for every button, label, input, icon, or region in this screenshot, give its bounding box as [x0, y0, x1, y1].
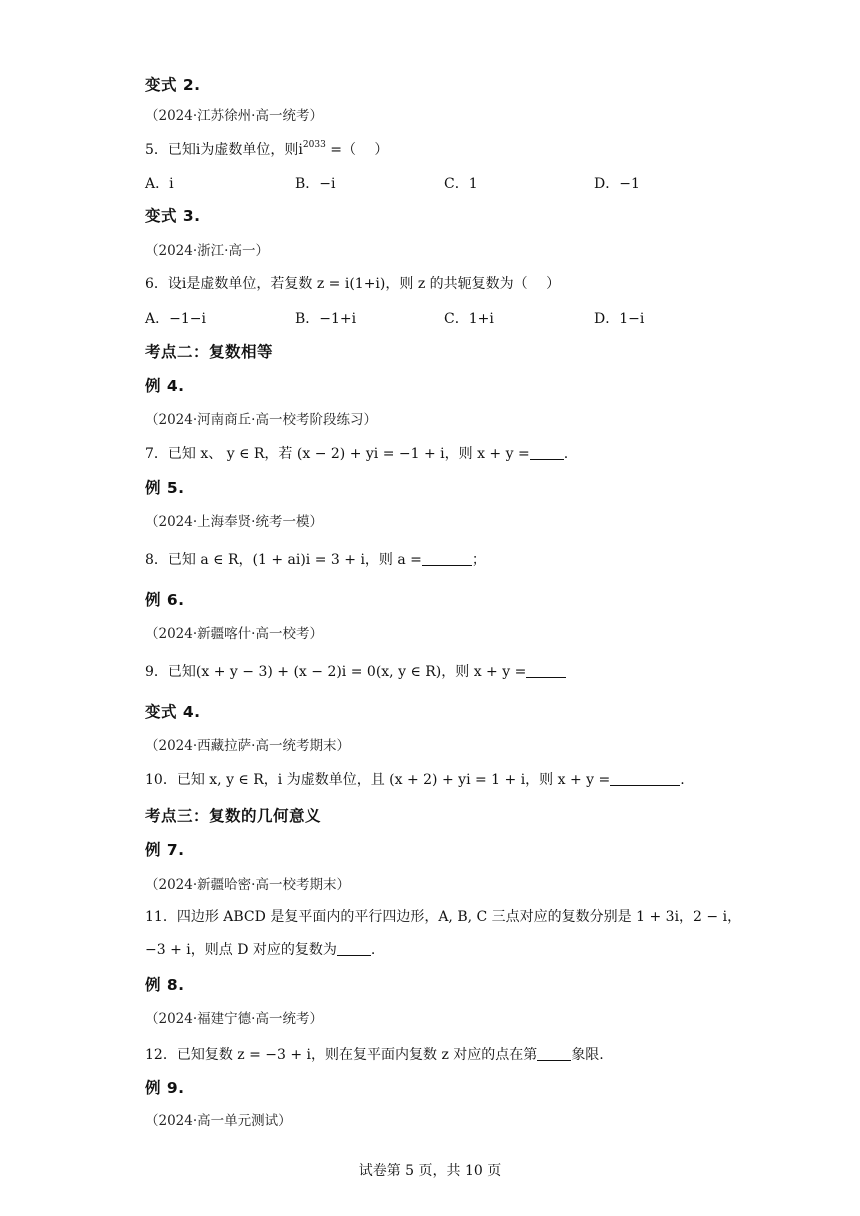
option-c: C．1: [444, 176, 478, 192]
question-source: （2024·河南商丘·高一校考阶段练习）: [145, 412, 377, 428]
answer-blank[interactable]: [530, 446, 564, 460]
answer-blank[interactable]: [526, 664, 566, 678]
option-c: C．1+i: [444, 311, 494, 327]
question-text: [145, 550, 486, 570]
question-tail: .: [563, 446, 569, 462]
section-heading: 变式 4.: [145, 703, 201, 721]
question-source: （2024·浙江·高一）: [145, 243, 269, 259]
section-heading: 例 7.: [145, 841, 185, 859]
question-stem: ．已知(x + y − 3) + (x − 2)i = 0(x, y ∈ R)，则 x + y =: [153, 664, 527, 680]
question-number: 11: [145, 909, 163, 925]
question-stem: ．已知 x, y ∈ R，i 为虚数单位，且 (x + 2) + yi = 1 + i，则 x + y =: [162, 772, 611, 788]
question-text: [145, 1045, 604, 1065]
option-b: B．−i: [295, 176, 336, 192]
section-heading: 例 9.: [145, 1079, 185, 1097]
option-a: A．i: [145, 176, 174, 192]
answer-blank[interactable]: [337, 942, 371, 956]
question-number: 12: [145, 1047, 163, 1063]
question-stem-end: =（ ）: [325, 142, 389, 158]
question-stem: ．已知 a ∈ R，(1 + ai)i = 3 + i，则 a =: [153, 552, 422, 568]
question-continuation: [145, 940, 375, 960]
section-heading: 例 6.: [145, 591, 185, 609]
section-heading: 考点三：复数的几何意义: [145, 807, 322, 825]
question-number: 8: [145, 552, 154, 568]
question-tail: ；: [471, 552, 486, 568]
question-text: [145, 907, 741, 927]
answer-blank[interactable]: [610, 772, 680, 786]
question-stem: ．已知复数 z = −3 + i，则在复平面内复数 z 对应的点在第: [162, 1047, 538, 1063]
option-d: D．−1: [594, 176, 640, 192]
question-stem: ．设i是虚数单位，若复数 z = i(1+i)，则 z 的共轭复数为（ ）: [153, 276, 561, 292]
section-heading: 例 4.: [145, 377, 185, 395]
answer-blank[interactable]: [537, 1047, 571, 1061]
question-number: 5: [145, 142, 154, 158]
question-number: 6: [145, 276, 154, 292]
question-tail: .: [680, 772, 685, 788]
question-text: [145, 662, 566, 682]
question-stem: −3 + i，则点 D 对应的复数为: [145, 942, 337, 958]
question-source: （2024·新疆哈密·高一校考期末）: [145, 877, 350, 893]
question-stem: ．已知i为虚数单位，则i: [153, 142, 303, 158]
question-number: 7: [145, 446, 154, 462]
question-source: （2024·江苏徐州·高一统考）: [145, 108, 323, 124]
answer-blank[interactable]: [422, 552, 472, 566]
question-text: [145, 770, 685, 790]
question-text: [145, 140, 388, 160]
question-source: （2024·西藏拉萨·高一统考期末）: [145, 738, 350, 754]
question-stem: ．已知 x、 y ∈ R，若 (x − 2) + yi = −1 + i，则 x + y =: [153, 446, 530, 462]
question-number: 10: [145, 772, 163, 788]
question-source: （2024·高一单元测试）: [145, 1113, 292, 1129]
question-source: （2024·福建宁德·高一统考）: [145, 1011, 323, 1027]
section-heading: 例 8.: [145, 976, 185, 994]
option-b: B．−1+i: [295, 311, 357, 327]
question-number: 9: [145, 664, 154, 680]
question-tail: 象限.: [571, 1047, 604, 1063]
question-tail: .: [370, 942, 376, 958]
page-footer: 试卷第 5 页，共 10 页: [358, 1163, 502, 1179]
question-stem: ．四边形 ABCD 是复平面内的平行四边形，A, B, C 三点对应的复数分别是 1 + 3i，2 − i，: [162, 909, 742, 925]
section-heading: 例 5.: [145, 479, 185, 497]
option-a: A．−1−i: [145, 311, 206, 327]
question-text: [145, 274, 560, 294]
section-heading: 考点二：复数相等: [145, 343, 274, 361]
question-source: （2024·上海奉贤·统考一模）: [145, 514, 323, 530]
exponent: 2033: [302, 140, 326, 150]
question-text: [145, 444, 568, 464]
option-d: D．1−i: [594, 311, 645, 327]
section-heading: 变式 2.: [145, 76, 201, 94]
section-heading: 变式 3.: [145, 207, 201, 225]
question-source: （2024·新疆喀什·高一校考）: [145, 626, 323, 642]
